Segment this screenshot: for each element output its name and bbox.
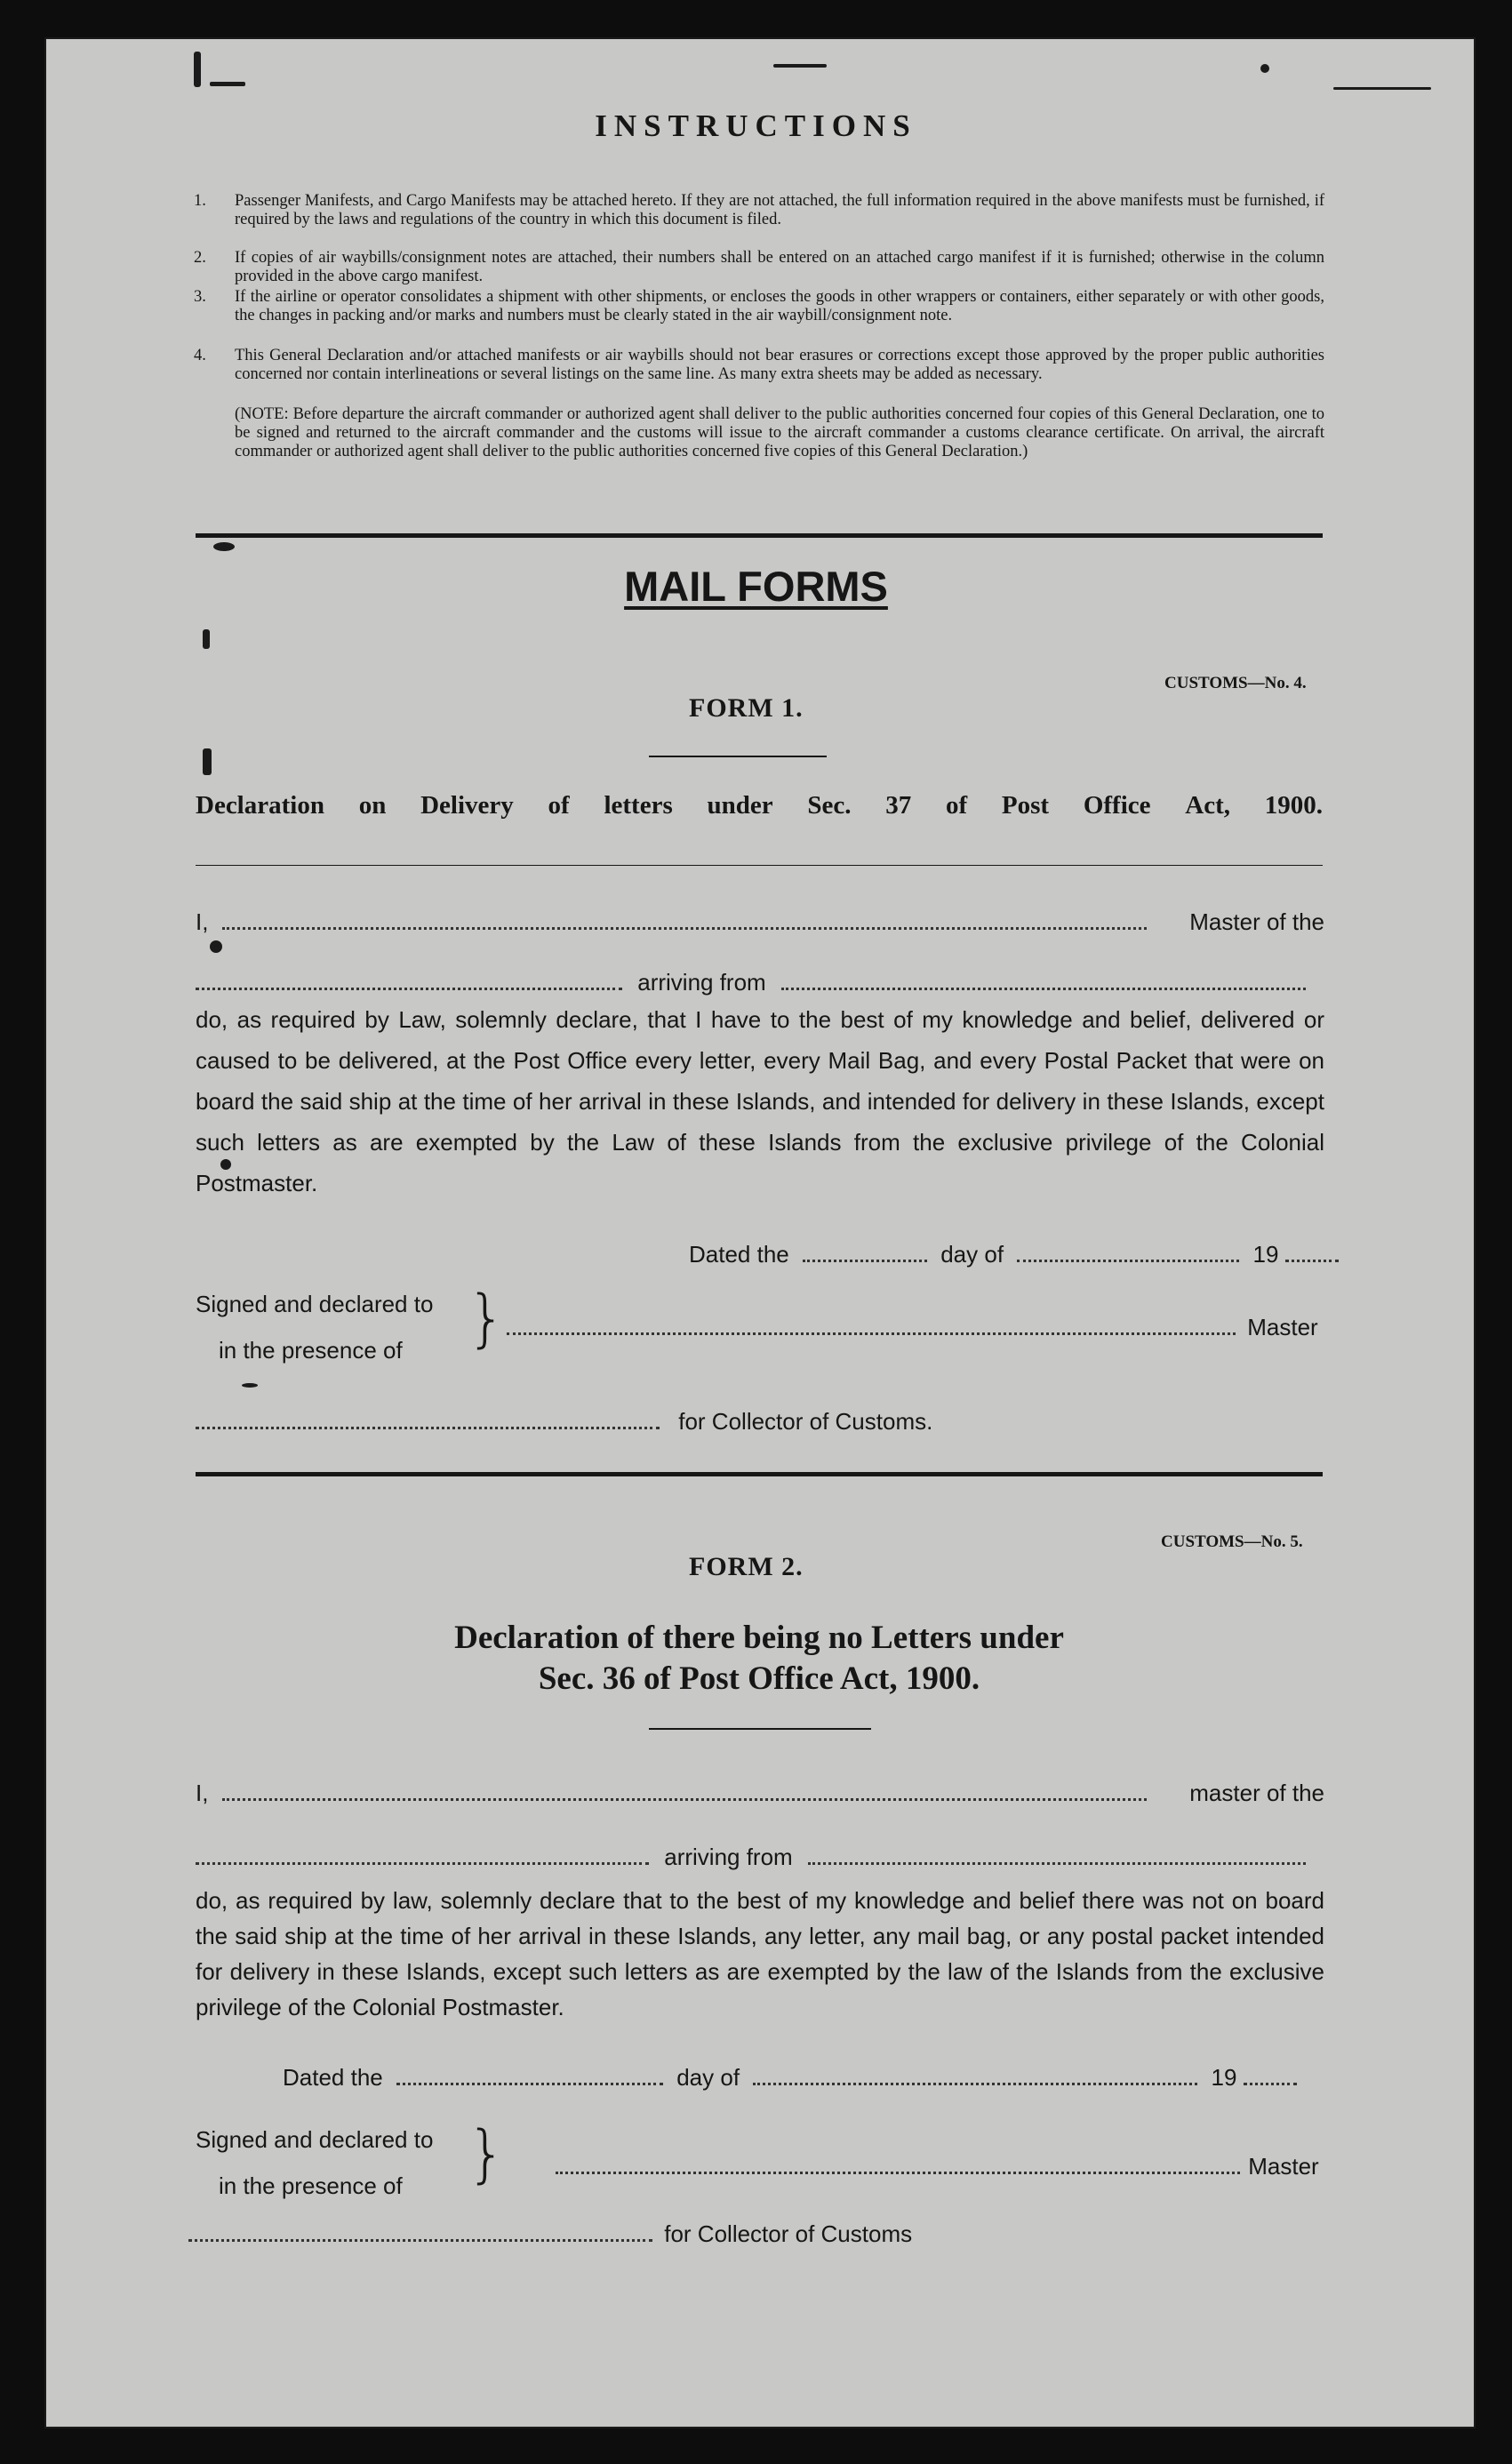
- form2-heading: [196, 1618, 1323, 1700]
- instruction-text: This General Declaration and/or attached manifests or air waybills should not bear erasures or corrections except those approved by the proper public authorities concerned nor contain interlineations or several listings on the same line. As many extra sheets may be added as necessary.: [235, 347, 1324, 383]
- scan-mark: [213, 542, 235, 551]
- line-prefix: I,: [196, 1780, 209, 1806]
- heading-word: letters: [604, 791, 673, 820]
- scan-mark: [1333, 87, 1431, 90]
- master-label: Master: [1248, 2153, 1319, 2180]
- year-label: 19: [1211, 2064, 1237, 2091]
- form2-heading-line1: Declaration of there being no Letters under: [454, 1620, 1064, 1656]
- signed-line-1: Signed and declared to: [196, 1291, 434, 1317]
- brace-glyph: }: [467, 1282, 507, 1355]
- heading-word: of: [548, 791, 570, 820]
- heading-word: 1900.: [1264, 791, 1323, 820]
- heading-word: Delivery: [420, 791, 514, 820]
- form2-master-line: [196, 1780, 1324, 1807]
- signature-blank: [556, 2172, 1240, 2174]
- form2-collector-line: [188, 2220, 912, 2248]
- collector-blank: [196, 1427, 660, 1429]
- form1-arriving-line: [196, 969, 1324, 996]
- master-label: Master: [1247, 1314, 1318, 1340]
- instruction-note-text: (NOTE: Before departure the aircraft commander or authorized agent shall deliver to the public authorities concerned four copies of this General Declaration, one to be signed and returned to the aircraft commander and the customs will issue to the aircraft commander a customs clearance certificate. On arrival, the aircraft commander or authorized agent shall deliver to the public authorities concerned five copies of this General Declaration.): [235, 405, 1324, 460]
- signed-line-2: in the presence of: [219, 1337, 403, 1364]
- instruction-number: 4.: [194, 347, 206, 364]
- form1-dated-line: [689, 1241, 1339, 1268]
- day-of-label: day of: [676, 2064, 740, 2091]
- ship-blank: [196, 1862, 649, 1865]
- heading-word: Declaration: [196, 791, 324, 820]
- instruction-text: If copies of air waybills/consignment notes are attached, their numbers shall be entered on an attached cargo manifest if it is furnished; otherwise in the column provided in the above cargo manifest.: [235, 249, 1324, 285]
- form1-master-sign-line: [507, 1314, 1318, 1341]
- heading-word: Office: [1083, 791, 1151, 820]
- heading-rule: [196, 865, 1323, 866]
- dated-label: Dated the: [283, 2064, 383, 2091]
- instruction-number: 3.: [194, 288, 206, 306]
- form2-body: do, as required by law, solemnly declare that to the best of my knowledge and belief there was not on board the said ship at the time of her arrival in these Islands, any letter, any mail bag, or any postal packet intended for delivery in these Islands, except such letters as are exempted by the law of the Islands from the exclusive privilege of the Colonial Postmaster.: [196, 1887, 1324, 2020]
- heading-word: Sec.: [807, 791, 852, 820]
- line-suffix: master of the: [1189, 1780, 1324, 1806]
- origin-blank: [808, 1862, 1306, 1865]
- heading-word: of: [946, 791, 968, 820]
- heading-word: under: [707, 791, 773, 820]
- day-of-label: day of: [940, 1241, 1004, 1268]
- form1-declaration-heading: [196, 791, 1323, 820]
- name-blank: [222, 1798, 1147, 1801]
- scan-mark: [210, 940, 222, 953]
- month-blank: [1017, 1260, 1239, 1262]
- line-suffix: Master of the: [1189, 908, 1324, 935]
- form2-title: FORM 2.: [689, 1552, 804, 1581]
- scan-mark: [773, 64, 827, 68]
- scan-mark: [220, 1159, 231, 1170]
- year-blank: [1285, 1260, 1339, 1262]
- instructions-title: INSTRUCTIONS: [595, 108, 917, 143]
- date-blank: [396, 2083, 663, 2085]
- instruction-number: 2.: [194, 249, 206, 267]
- heading-word: Act,: [1185, 791, 1230, 820]
- year-blank: [1244, 2083, 1297, 2085]
- form2-master-sign-line: [556, 2153, 1319, 2180]
- scan-mark: [210, 82, 245, 86]
- form1-title: FORM 1.: [689, 693, 804, 723]
- heading-word: on: [358, 791, 387, 820]
- line-prefix: I,: [196, 908, 209, 935]
- heading-word: Post: [1001, 791, 1050, 820]
- arriving-label: arriving from: [637, 969, 766, 996]
- mail-forms-heading: MAIL FORMS: [624, 563, 888, 610]
- date-blank: [803, 1260, 927, 1262]
- form2-heading-line2: Sec. 36 of Post Office Act, 1900.: [538, 1660, 980, 1697]
- signed-line-2: in the presence of: [219, 2172, 403, 2199]
- section-divider: [196, 1472, 1323, 1476]
- arriving-label: arriving from: [664, 1844, 793, 1870]
- signed-line-1: Signed and declared to: [196, 2126, 434, 2153]
- ship-blank: [196, 988, 622, 990]
- customs-number-form2: CUSTOMS—No. 5.: [1161, 1532, 1303, 1551]
- form1-master-line: [196, 908, 1324, 936]
- signature-blank: [507, 1332, 1236, 1335]
- title-underline: [649, 1728, 871, 1730]
- name-blank: [222, 927, 1147, 930]
- collector-label: for Collector of Customs: [664, 2220, 913, 2247]
- brace-glyph: }: [467, 2117, 507, 2190]
- form1-collector-line: [196, 1408, 932, 1436]
- instruction-number: 1.: [194, 192, 206, 210]
- dated-label: Dated the: [689, 1241, 789, 1268]
- year-label: 19: [1252, 1241, 1279, 1268]
- heading-word: 37: [885, 791, 912, 820]
- scan-mark: [203, 629, 210, 649]
- title-underline: [649, 756, 827, 757]
- scan-mark: [194, 52, 201, 87]
- form2-arriving-line: [196, 1844, 1324, 1871]
- customs-number-form1: CUSTOMS—No. 4.: [1164, 674, 1307, 692]
- origin-blank: [781, 988, 1306, 990]
- scan-mark: [242, 1383, 258, 1388]
- scan-mark: [203, 748, 212, 775]
- section-divider: [196, 533, 1323, 538]
- instruction-text: Passenger Manifests, and Cargo Manifests may be attached hereto. If they are not attached, the full information required in the above manifests must be furnished, if required by the laws and regulations of the country in which this document is filed.: [235, 192, 1324, 228]
- collector-blank: [188, 2239, 652, 2242]
- form2-dated-line: [283, 2064, 1297, 2092]
- instruction-text: If the airline or operator consolidates a shipment with other shipments, or encloses the goods in other wrappers or containers, either separately or with other goods, the changes in packing and/or marks and numbers must be clearly stated in the air waybill/consignment note.: [235, 288, 1324, 324]
- collector-label: for Collector of Customs.: [678, 1408, 933, 1435]
- scan-mark: [1260, 64, 1269, 73]
- month-blank: [753, 2083, 1197, 2085]
- form1-body: do, as required by Law, solemnly declare, that I have to the best of my knowledge and belief, delivered or caused to be delivered, at the Post Office every letter, every Mail Bag, and every Postal Packet that were on board the said ship at the time of her arrival in these Islands, and intended for delivery in these Islands, except such letters as are exempted by the Law of these Islands from the exclusive privilege of the Colonial Postmaster.: [196, 1006, 1324, 1196]
